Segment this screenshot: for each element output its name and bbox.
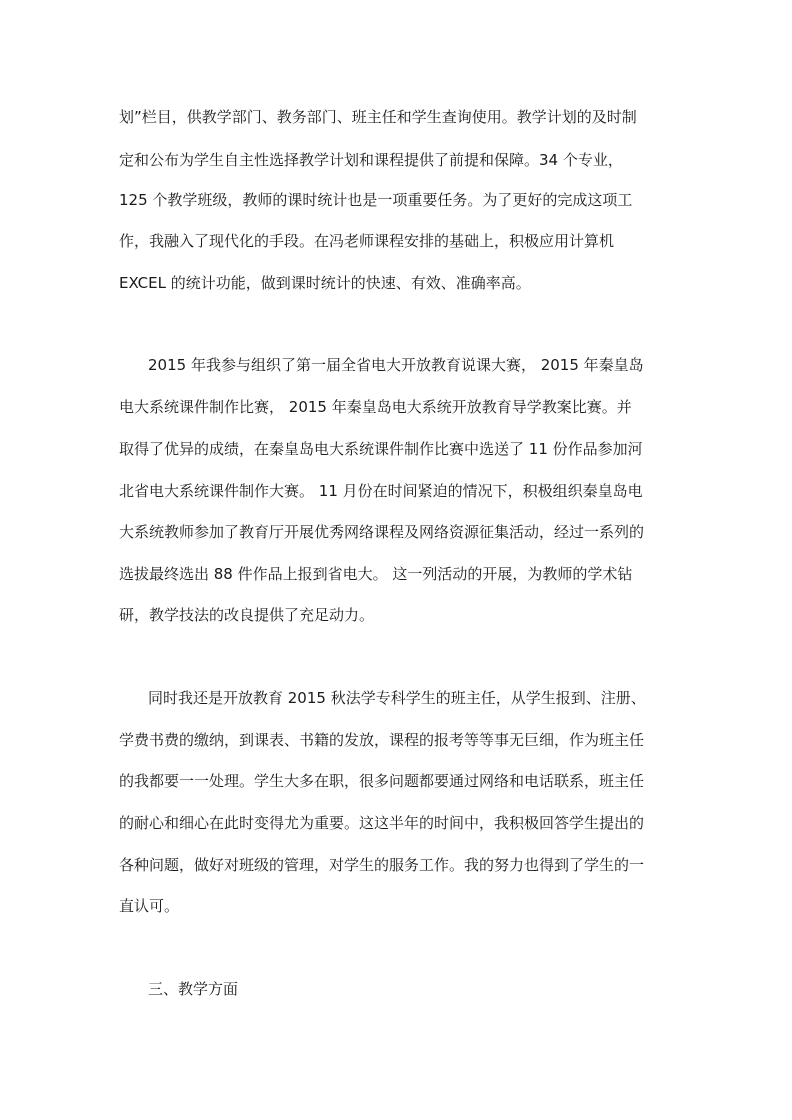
paragraph-line: 电大系统课件制作比赛， 2015 年秦皇岛电大系统开放教育导学教案比赛。并	[119, 398, 632, 416]
paragraph-line: 同时我还是开放教育 2015 秋法学专科学生的班主任，从学生报到、注册、	[148, 689, 646, 707]
paragraph-line: 研，教学技法的改良提供了充足动力。	[119, 606, 375, 624]
section-heading: 三、教学方面	[148, 980, 239, 998]
paragraph-line: 定和公布为学生自主性选择教学计划和课程提供了前提和保障。34 个专业，	[119, 151, 623, 169]
paragraph-line: 直认可。	[119, 897, 180, 915]
paragraph-line: 125 个教学班级，教师的课时统计也是一项重要任务。为了更好的完成这项工	[119, 191, 633, 209]
paragraph-line: 划”栏目，供教学部门、教务部门、班主任和学生查询使用。教学计划的及时制	[119, 108, 637, 126]
paragraph-line: EXCEL 的统计功能，做到课时统计的快速、有效、准确率高。	[119, 274, 531, 292]
paragraph-line: 2015 年我参与组织了第一届全省电大开放教育说课大赛， 2015 年秦皇岛	[148, 356, 644, 374]
paragraph-line: 的我都要一一处理。学生大多在职，很多问题都要通过网络和电话联系，班主任	[119, 772, 645, 790]
paragraph-line: 取得了优异的成绩，在秦皇岛电大系统课件制作比赛中选送了 11 份作品参加河	[119, 440, 643, 458]
paragraph-line: 北省电大系统课件制作大赛。 11 月份在时间紧迫的情况下，积极组织秦皇岛电	[119, 482, 643, 500]
paragraph-line: 的耐心和细心在此时变得尤为重要。这这半年的时间中，我积极回答学生提出的	[119, 814, 645, 832]
paragraph-line: 选拔最终选出 88 件作品上报到省电大。 这一列活动的开展，为教师的学术钻	[119, 565, 633, 583]
paragraph-line: 大系统教师参加了教育厅开展优秀网络课程及网络资源征集活动，经过一系列的	[119, 523, 645, 541]
paragraph-line: 作，我融入了现代化的手段。在冯老师课程安排的基础上，积极应用计算机	[119, 232, 615, 250]
paragraph-line: 学费书费的缴纳，到课表、书籍的发放，课程的报考等等事无巨细，作为班主任	[119, 731, 645, 749]
paragraph-line: 各种问题，做好对班级的管理，对学生的服务工作。我的努力也得到了学生的一	[119, 856, 645, 874]
